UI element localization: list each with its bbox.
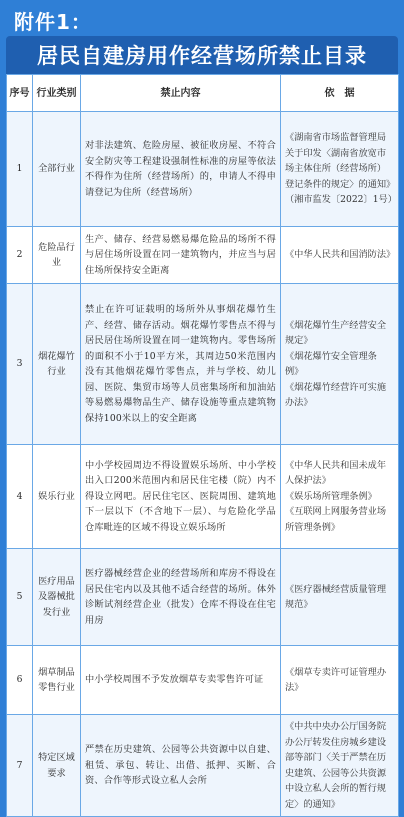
row-num: 1: [7, 112, 33, 227]
row-basis: 《烟草专卖许可证管理办法》: [281, 646, 399, 715]
row-basis: 《湖南省市场监督管理局关于印发〈湖南省放宽市场主体住所（经营场所）登记条件的规定〉的通知》（湘市监发〔2022〕1号）: [281, 112, 399, 227]
row-num: 7: [7, 715, 33, 817]
table-row: [7, 646, 399, 715]
table-row: [7, 549, 399, 646]
row-category: 全部行业: [33, 112, 81, 227]
row-num: 2: [7, 227, 33, 284]
row-content: 生产、储存、经营易燃易爆危险品的场所不得与居住场所设置在同一建筑物内，并应当与居住场所保持安全距离: [81, 227, 281, 284]
row-category: 特定区域要求: [33, 715, 81, 817]
row-num: 5: [7, 549, 33, 646]
row-content: 医疗器械经营企业的经营场所和库房不得设在居民住宅内以及其他不适合经营的场所。体外诊断试剂经营企业（批发）仓库不得设在住宅用房: [81, 549, 281, 646]
row-category: 娱乐行业: [33, 445, 81, 549]
row-content: 中小学校周围不予发放烟草专卖零售许可证: [81, 646, 281, 715]
header-category: 行业类别: [33, 75, 81, 112]
row-category: 危险品行业: [33, 227, 81, 284]
row-content: 对非法建筑、危险房屋、被征收房屋、不符合安全防灾等工程建设强制性标准的房屋等依法不得作为住所（经营场所）的，申请人不得申请登记为住所（经营场所）: [81, 112, 281, 227]
row-category: 医疗用品及器械批发行业: [33, 549, 81, 646]
table-row: [7, 445, 399, 549]
row-num: 4: [7, 445, 33, 549]
row-basis: 《中华人民共和国未成年人保护法》 《娱乐场所管理条例》 《互联网上网服务营业场所管理条例》: [281, 445, 399, 549]
table-row: [7, 112, 399, 227]
row-category: 烟花爆竹行业: [33, 284, 81, 445]
table-row: [7, 227, 399, 284]
row-basis: 《医疗器械经营质量管理规范》: [281, 549, 399, 646]
prohibition-table-container: [6, 74, 398, 810]
row-num: 6: [7, 646, 33, 715]
row-num: 3: [7, 284, 33, 445]
row-content: 严禁在历史建筑、公园等公共资源中以自建、租赁、承包、转让、出借、抵押、买断、合资、合作等形式设立私人会所: [81, 715, 281, 817]
document-title: 居民自建房用作经营场所禁止目录: [6, 36, 398, 74]
header-num: 序号: [7, 75, 33, 112]
row-basis: 《中华人民共和国消防法》: [281, 227, 399, 284]
table-row: [7, 715, 399, 817]
row-content: 中小学校园周边不得设置娱乐场所、中小学校出入口200米范围内和居民住宅楼（院）内不得设立网吧。居民住宅区、医院周围、建筑地下一层以下（不含地下一层）、与危险化学品仓库毗连的区域不得设立娱乐场所: [81, 445, 281, 549]
row-basis: 《烟花爆竹生产经营安全规定》 《烟花爆竹安全管理条例》 《烟花爆竹经营许可实施办法》: [281, 284, 399, 445]
header-content: 禁止内容: [81, 75, 281, 112]
table-row: [7, 284, 399, 445]
attachment-label: 附件1：: [14, 10, 92, 34]
header-basis: 依 据: [281, 75, 399, 112]
row-content: 禁止在许可证载明的场所外从事烟花爆竹生产、经营、储存活动。烟花爆竹零售点不得与居民居住场所设置在同一建筑物内。零售场所的面积不小于10平方米，其周边50米范围内没有其他烟花爆竹零售点，并与学校、幼儿园、医院、集贸市场等人员密集场所和加油站等易燃易爆物品生产、储存设施等重点建筑物保持100米以上的安全距离: [81, 284, 281, 445]
row-category: 烟草制品零售行业: [33, 646, 81, 715]
row-basis: 《中共中央办公厅国务院办公厅转发住房城乡建设部等部门〈关于严禁在历史建筑、公园等公共资源中设立私人会所的暂行规定〉的通知》: [281, 715, 399, 817]
prohibition-table: [6, 74, 399, 817]
table-header-row: [7, 75, 399, 112]
